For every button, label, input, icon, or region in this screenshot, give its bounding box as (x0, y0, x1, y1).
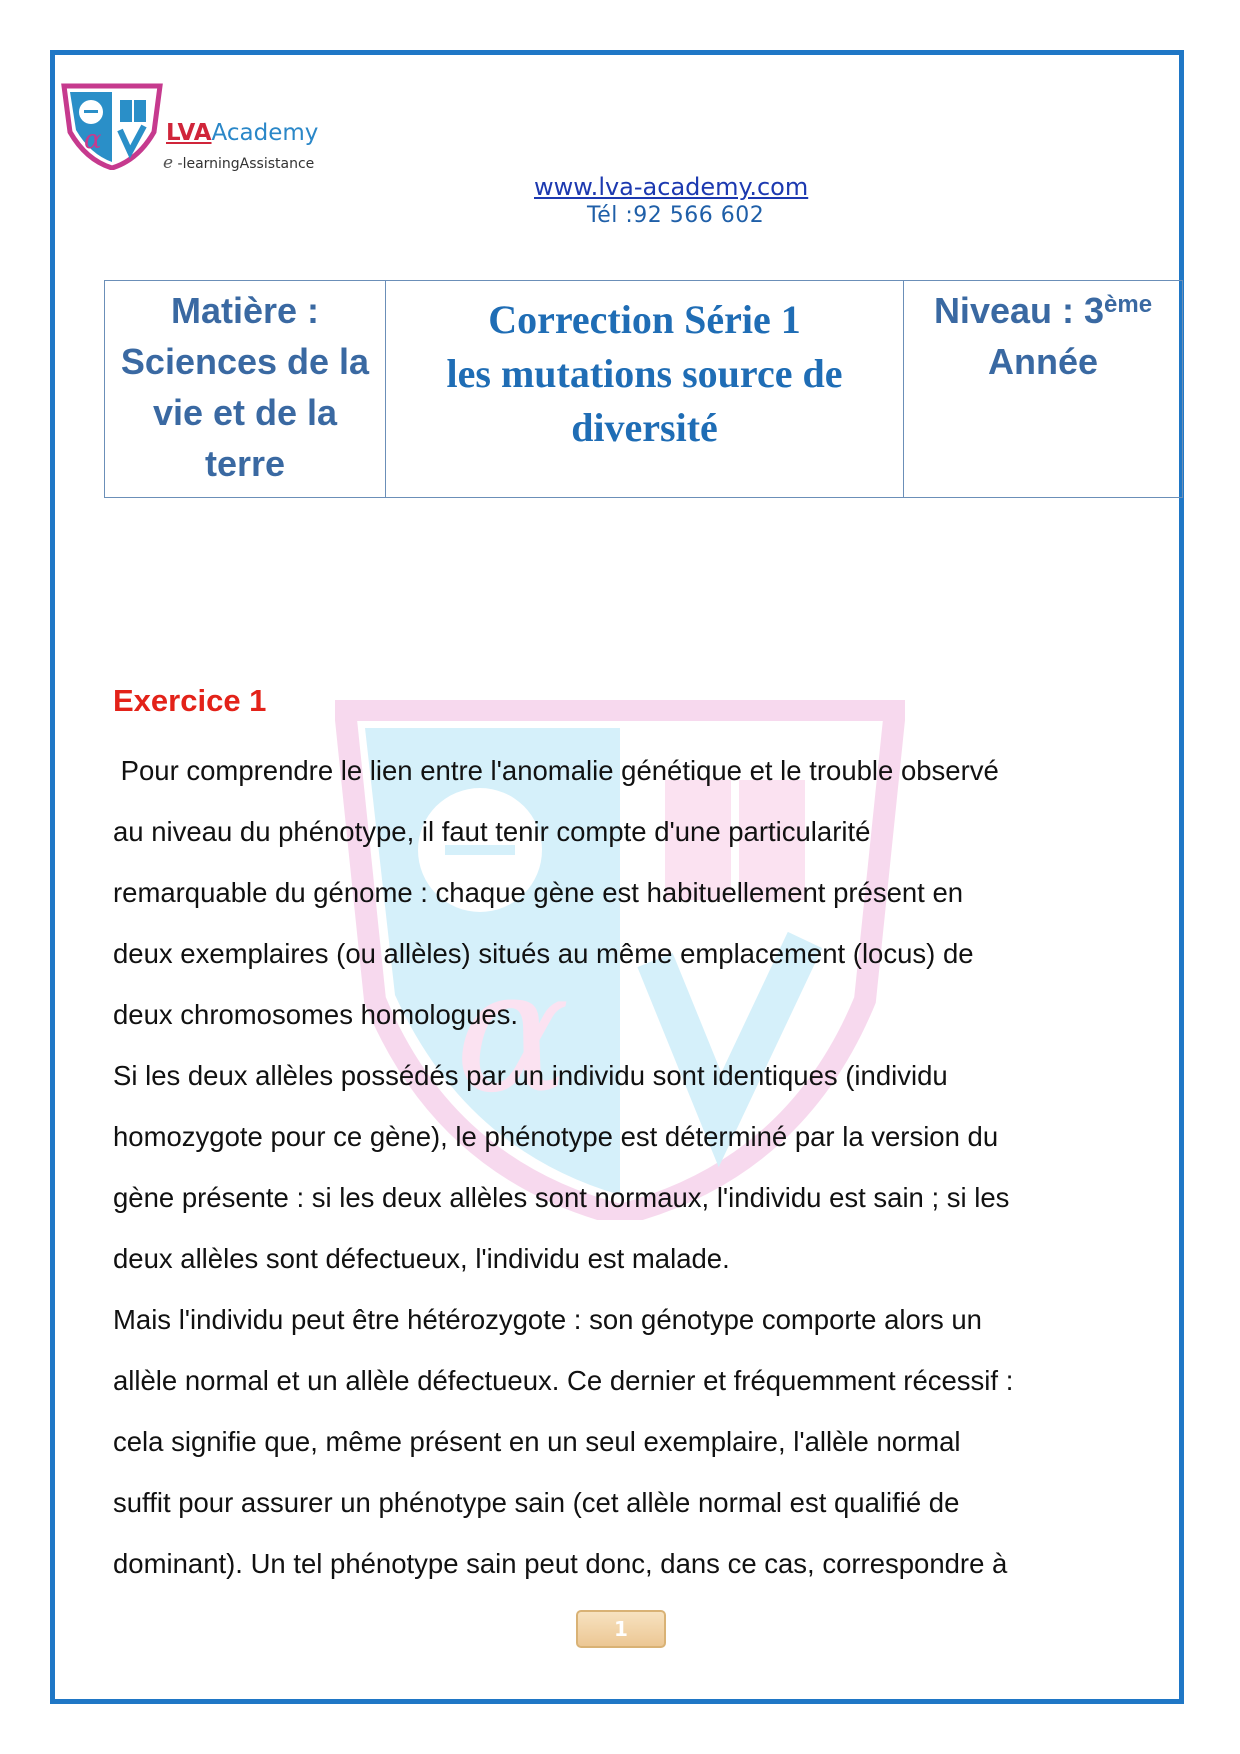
body-line: cela signifie que, même présent en un seul exemplaire, l'allèle normal (113, 1426, 961, 1457)
body-line: au niveau du phénotype, il faut tenir compte d'une particularité (113, 816, 871, 847)
brand-prefix: LVA (166, 120, 212, 146)
page-number: 1 (576, 1610, 666, 1648)
body-line: deux chromosomes homologues. (113, 999, 519, 1030)
title-line: Correction Série 1 (488, 297, 801, 342)
phone-number: Tél :92 566 602 (587, 203, 765, 228)
level-superscript: ème (1104, 291, 1153, 318)
subject-line: Matière : (170, 290, 320, 331)
level-line-2: Année (987, 341, 1099, 382)
level-label (904, 281, 1182, 387)
subject-line: terre (204, 443, 286, 484)
body-line: suffit pour assurer un phénotype sain (cet allèle normal est qualifié de (113, 1487, 960, 1518)
exercise-body (113, 740, 1133, 1594)
brand-tagline (163, 153, 314, 173)
info-table (104, 280, 1183, 498)
brand-tagline-e: e (163, 153, 174, 173)
body-line: homozygote pour ce gène), le phénotype est déterminé par la version du (113, 1121, 999, 1152)
svg-text:α: α (455, 933, 570, 1131)
document-title (386, 281, 903, 455)
body-line: allèle normal et un allèle défectueux. Ce dernier et fréquemment récessif : (113, 1365, 1014, 1396)
body-line: Pour comprendre le lien entre l'anomalie génétique et le trouble observé (113, 755, 999, 786)
body-line: deux allèles sont défectueux, l'individu est malade. (113, 1243, 730, 1274)
title-line: diversité (571, 405, 718, 450)
level-line-1 (904, 285, 1182, 336)
brand-suffix: Academy (211, 120, 319, 146)
body-line: deux exemplaires (ou allèles) situés au même emplacement (locus) de (113, 938, 974, 969)
website-link[interactable]: www.lva-academy.com (534, 173, 809, 201)
title-cell (386, 281, 904, 498)
exercise-title: Exercice 1 (113, 683, 267, 718)
subject-cell (105, 281, 386, 498)
body-line: Mais l'individu peut être hétérozygote : son génotype comporte alors un (113, 1304, 982, 1335)
brand-tagline-text: -learningAssistance (173, 156, 315, 172)
body-line: Si les deux allèles possédés par un individu sont identiques (individu (113, 1060, 948, 1091)
subject-label (105, 281, 385, 489)
level-cell (904, 281, 1183, 498)
subject-line: Sciences de la (120, 341, 370, 382)
body-line: gène présente : si les deux allèles sont normaux, l'individu est sain ; si les (113, 1182, 1010, 1213)
brand-name (166, 120, 318, 146)
subject-line: vie et de la (152, 392, 338, 433)
body-line: dominant). Un tel phénotype sain peut donc, dans ce cas, correspondre à (113, 1548, 1008, 1579)
level-text: Niveau : 3 (933, 290, 1105, 331)
title-line: les mutations source de (446, 351, 843, 396)
svg-text:α: α (84, 125, 102, 155)
lva-academy-logo (58, 80, 166, 170)
body-line: remarquable du génome : chaque gène est habituellement présent en (113, 877, 964, 908)
